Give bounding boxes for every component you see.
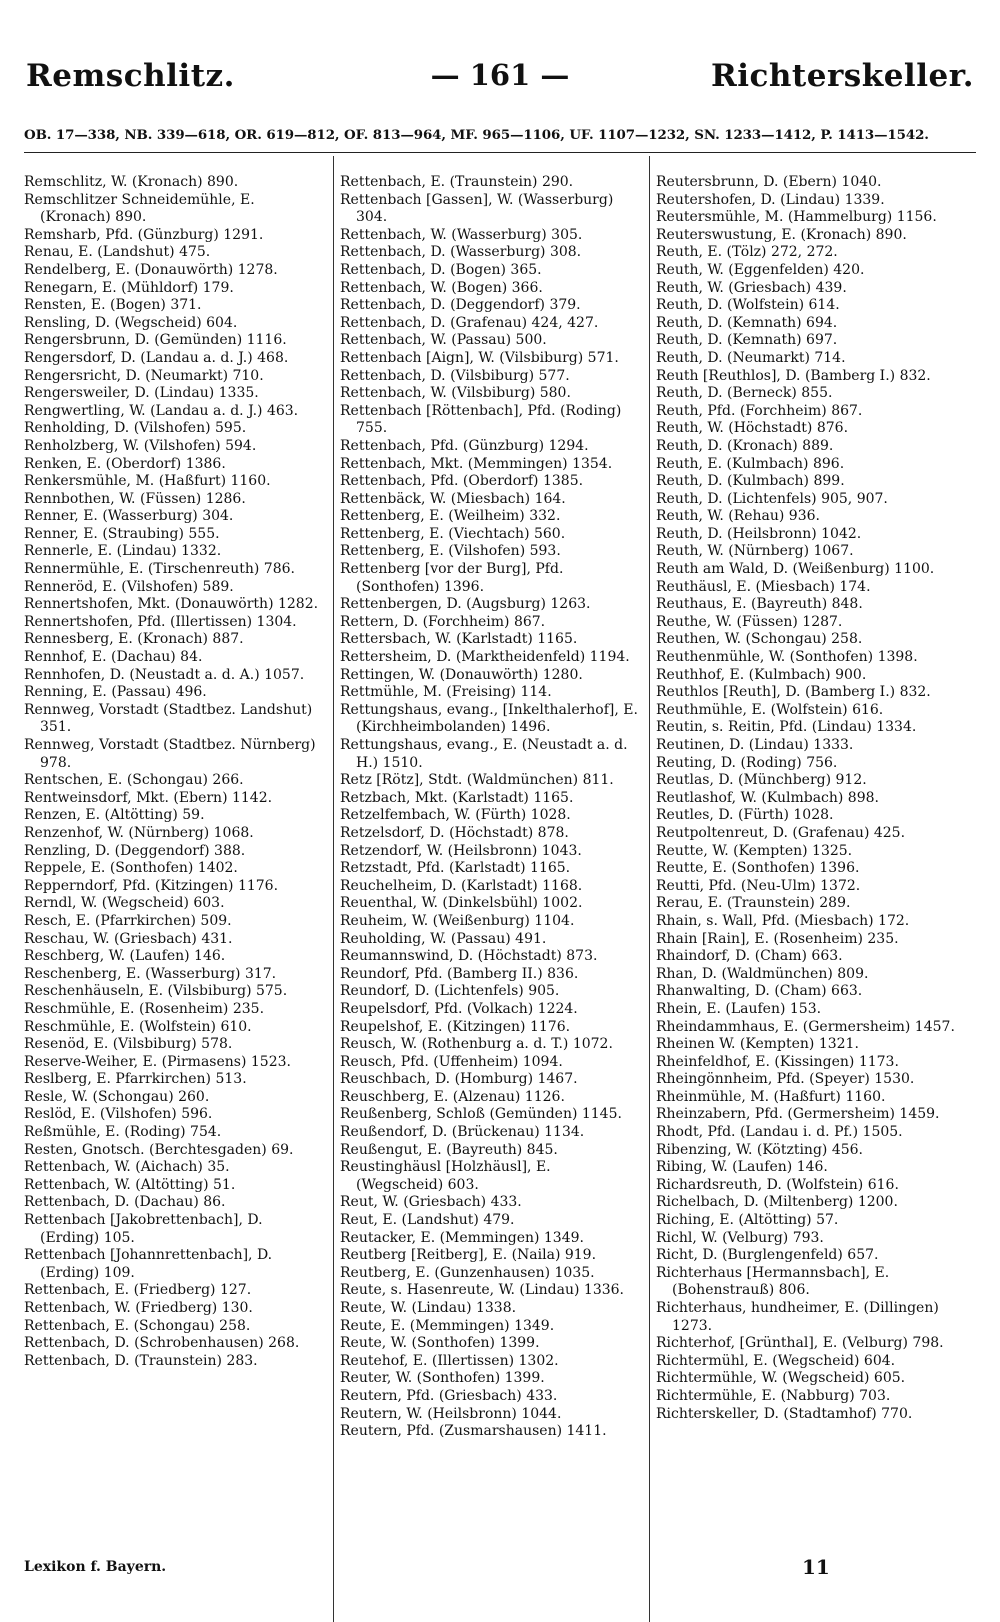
gazetteer-entry: Rettenberg, E. (Viechtach) 560. xyxy=(340,525,566,542)
gazetteer-entry: Reute, s. Hasenreute, W. (Lindau) 1336. xyxy=(340,1282,624,1299)
gazetteer-entry: Rennweg, Vorstadt (Stadtbez. Landshut) 351. xyxy=(24,701,313,736)
gazetteer-entry: Richtermühle, E. (Nabburg) 703. xyxy=(656,1387,891,1404)
gazetteer-entry: Rettenbach, D. (Grafenau) 424, 427. xyxy=(340,314,599,331)
gazetteer-entry: Rettenbach, D. (Dachau) 86. xyxy=(24,1194,226,1211)
gazetteer-entry: Rengersweiler, D. (Lindau) 1335. xyxy=(24,385,259,402)
entry-column-3 xyxy=(656,174,976,1423)
gazetteer-entry: Reuth, E. (Tölz) 272, 272. xyxy=(656,244,838,261)
header-right-keyword: Richterskeller. xyxy=(710,58,974,94)
gazetteer-entry: Rettenbach, W. (Wasserburg) 305. xyxy=(340,226,583,243)
gazetteer-entry: Rettenbach, E. (Schongau) 258. xyxy=(24,1317,251,1334)
gazetteer-entry: Reuth, D. (Kemnath) 697. xyxy=(656,332,838,349)
gazetteer-entry: Remsharb, Pfd. (Günzburg) 1291. xyxy=(24,226,264,243)
gazetteer-entry: Rettersheim, D. (Marktheidenfeld) 1194. xyxy=(340,649,630,666)
gazetteer-entry: Renken, E. (Oberdorf) 1386. xyxy=(24,455,226,472)
gazetteer-entry: Reuth, W. (Nürnberg) 1067. xyxy=(656,543,854,560)
entry-column-1 xyxy=(24,174,324,1370)
gazetteer-entry: Reuth, D. (Neumarkt) 714. xyxy=(656,349,846,366)
gazetteer-entry: Rettenbach, D. (Bogen) 365. xyxy=(340,261,542,278)
gazetteer-entry: Reuth, E. (Kulmbach) 896. xyxy=(656,455,845,472)
gazetteer-entry: Rhain [Rain], E. (Rosenheim) 235. xyxy=(656,930,899,947)
gazetteer-entry: Reuth, D. (Kemnath) 694. xyxy=(656,314,838,331)
gazetteer-entry: Rhanwalting, D. (Cham) 663. xyxy=(656,983,863,1000)
gazetteer-entry: Richterskeller, D. (Stadtamhof) 770. xyxy=(656,1405,913,1422)
gazetteer-entry: Riching, E. (Altötting) 57. xyxy=(656,1212,839,1229)
gazetteer-entry: Rettenbach, D. (Traunstein) 283. xyxy=(24,1352,258,1369)
gazetteer-entry: Renholzberg, W. (Vilshofen) 594. xyxy=(24,437,257,454)
gazetteer-entry: Repperndorf, Pfd. (Kitzingen) 1176. xyxy=(24,877,279,894)
gazetteer-entry: Reutern, Pfd. (Zusmarshausen) 1411. xyxy=(340,1423,607,1440)
gazetteer-entry: Reuterswustung, E. (Kronach) 890. xyxy=(656,226,907,243)
gazetteer-entry: Reuthäusl, E. (Miesbach) 174. xyxy=(656,578,871,595)
gazetteer-entry: Reutti, Pfd. (Neu-Ulm) 1372. xyxy=(656,877,861,894)
gazetteer-entry: Reutpoltenreut, D. (Grafenau) 425. xyxy=(656,824,906,841)
gazetteer-entry: Rettenbach, Pfd. (Oberdorf) 1385. xyxy=(340,473,584,490)
gazetteer-entry: Reschenhäuseln, E. (Vilsbiburg) 575. xyxy=(24,983,288,1000)
entry-column-2 xyxy=(340,174,642,1441)
gazetteer-entry: Reutersmühle, M. (Hammelburg) 1156. xyxy=(656,209,937,226)
gazetteer-entry: Reutte, E. (Sonthofen) 1396. xyxy=(656,860,860,877)
gazetteer-entry: Rhain, s. Wall, Pfd. (Miesbach) 172. xyxy=(656,912,910,929)
gazetteer-entry: Renzling, D. (Deggendorf) 388. xyxy=(24,842,246,859)
gazetteer-entry: Rettenbach, W. (Passau) 500. xyxy=(340,332,547,349)
gazetteer-entry: Rettenbach, W. (Vilsbiburg) 580. xyxy=(340,385,571,402)
gazetteer-entry: Reuth, W. (Eggenfelden) 420. xyxy=(656,261,865,278)
gazetteer-entry: Rhein, E. (Laufen) 153. xyxy=(656,1000,822,1017)
gazetteer-entry: Reutersbrunn, D. (Ebern) 1040. xyxy=(656,174,882,190)
gazetteer-entry: Reutehof, E. (Illertissen) 1302. xyxy=(340,1352,559,1369)
gazetteer-entry: Reutin, s. Reitin, Pfd. (Lindau) 1334. xyxy=(656,719,917,736)
gazetteer-entry: Richl, W. (Velburg) 793. xyxy=(656,1229,824,1246)
gazetteer-entry: Resten, Gnotsch. (Berchtesgaden) 69. xyxy=(24,1141,294,1158)
gazetteer-entry: Reutern, W. (Heilsbronn) 1044. xyxy=(340,1405,562,1422)
gazetteer-entry: Reute, W. (Lindau) 1338. xyxy=(340,1300,517,1316)
gazetteer-entry: Rettenbach, Pfd. (Günzburg) 1294. xyxy=(340,437,589,454)
header-left-keyword: Remschlitz. xyxy=(26,58,235,94)
gazetteer-entry: Reutlashof, W. (Kulmbach) 898. xyxy=(656,789,879,806)
gazetteer-entry: Rettungshaus, evang., [Inkelthalerhof], E. (Kirchheimbolanden) 1496. xyxy=(340,701,638,736)
gazetteer-entry: Ribenzing, W. (Kötzting) 456. xyxy=(656,1141,863,1158)
gazetteer-entry: Rettenberg [vor der Burg], Pfd. (Sonthofen) 1396. xyxy=(340,561,564,595)
district-abbreviations: OB. 17—338, NB. 339—618, OR. 619—812, OF. 813—964, MF. 965—1106, UF. 1107—1232, SN. 1233—1412, P. 1413—1542. xyxy=(24,127,929,143)
gazetteer-entry: Reschau, W. (Griesbach) 431. xyxy=(24,930,233,947)
gazetteer-entry: Rettenbach, D. (Schrobenhausen) 268. xyxy=(24,1335,300,1352)
gazetteer-entry: Reuth, D. (Kulmbach) 899. xyxy=(656,473,845,490)
gazetteer-entry: Retzbach, Mkt. (Karlstadt) 1165. xyxy=(340,789,574,806)
gazetteer-entry: Renner, E. (Straubing) 555. xyxy=(24,525,220,542)
gazetteer-entry: Rengersdorf, D. (Landau a. d. J.) 468. xyxy=(24,349,289,366)
gazetteer-entry: Reute, E. (Memmingen) 1349. xyxy=(340,1317,555,1334)
gazetteer-entry: Reutern, Pfd. (Griesbach) 433. xyxy=(340,1387,558,1404)
gazetteer-entry: Reuheim, W. (Weißenburg) 1104. xyxy=(340,912,575,929)
gazetteer-entry: Reut, E. (Landshut) 479. xyxy=(340,1212,515,1229)
gazetteer-entry: Rettenberg, E. (Vilshofen) 593. xyxy=(340,543,561,560)
gazetteer-entry: Reslöd, E. (Vilshofen) 596. xyxy=(24,1106,213,1123)
gazetteer-entry: Rennermühle, E. (Tirschenreuth) 786. xyxy=(24,561,295,578)
gazetteer-entry: Rheinzabern, Pfd. (Germersheim) 1459. xyxy=(656,1106,940,1123)
gazetteer-entry: Reutles, D. (Fürth) 1028. xyxy=(656,807,834,824)
gazetteer-entry: Rettenberg, E. (Weilheim) 332. xyxy=(340,508,561,525)
gazetteer-entry: Rheingönnheim, Pfd. (Speyer) 1530. xyxy=(656,1071,915,1088)
gazetteer-entry: Retzstadt, Pfd. (Karlstadt) 1165. xyxy=(340,860,571,877)
gazetteer-entry: Resch, E. (Pfarrkirchen) 509. xyxy=(24,912,232,929)
gazetteer-entry: Rettenbach [Röttenbach], Pfd. (Roding) 755. xyxy=(340,402,622,437)
gazetteer-entry: Reuthhof, E. (Kulmbach) 900. xyxy=(656,666,867,683)
gazetteer-entry: Rennerle, E. (Lindau) 1332. xyxy=(24,543,222,560)
gazetteer-entry: Rennbothen, W. (Füssen) 1286. xyxy=(24,490,246,507)
gazetteer-entry: Reutacker, E. (Memmingen) 1349. xyxy=(340,1229,584,1246)
gazetteer-entry: Renau, E. (Landshut) 475. xyxy=(24,244,211,261)
gazetteer-entry: Rettenbach, D. (Wasserburg) 308. xyxy=(340,244,582,261)
column-divider-2 xyxy=(649,156,650,1622)
gazetteer-entry: Reutinen, D. (Lindau) 1333. xyxy=(656,737,854,753)
gazetteer-entry: Retz [Rötz], Stdt. (Waldmünchen) 811. xyxy=(340,772,614,789)
gazetteer-entry: Reuth, W. (Griesbach) 439. xyxy=(656,279,847,296)
gazetteer-entry: Retzendorf, W. (Heilsbronn) 1043. xyxy=(340,842,582,859)
gazetteer-entry: Rettingen, W. (Donauwörth) 1280. xyxy=(340,666,583,683)
gazetteer-entry: Richt, D. (Burglengenfeld) 657. xyxy=(656,1247,879,1264)
gazetteer-entry: Rettenbach [Gassen], W. (Wasserburg) 304. xyxy=(340,191,614,226)
header-rule xyxy=(24,152,976,153)
page-number-header: — 161 — xyxy=(430,58,570,92)
gazetteer-entry: Reusch, W. (Rothenburg a. d. T.) 1072. xyxy=(340,1036,613,1053)
gazetteer-entry: Rerau, E. (Traunstein) 289. xyxy=(656,895,851,912)
gazetteer-entry: Reußengut, E. (Bayreuth) 845. xyxy=(340,1141,558,1158)
gazetteer-entry: Rentweinsdorf, Mkt. (Ebern) 1142. xyxy=(24,789,273,806)
gazetteer-entry: Rendelberg, E. (Donauwörth) 1278. xyxy=(24,261,278,278)
gazetteer-entry: Renegarn, E. (Mühldorf) 179. xyxy=(24,279,234,296)
gazetteer-entry: Resle, W. (Schongau) 260. xyxy=(24,1088,210,1105)
gazetteer-entry: Rhan, D. (Waldmünchen) 809. xyxy=(656,965,869,982)
gazetteer-entry: Renholding, D. (Vilshofen) 595. xyxy=(24,420,247,437)
gazetteer-entry: Rettenbach, W. (Bogen) 366. xyxy=(340,279,543,296)
gazetteer-entry: Reschmühle, E. (Rosenheim) 235. xyxy=(24,1000,265,1017)
column-divider-1 xyxy=(333,156,334,1622)
gazetteer-entry: Rettenbach, W. (Altötting) 51. xyxy=(24,1176,236,1193)
gazetteer-entry: Reuenthal, W. (Dinkelsbühl) 1002. xyxy=(340,895,583,912)
gazetteer-entry: Reuschbach, D. (Homburg) 1467. xyxy=(340,1071,578,1088)
gazetteer-entry: Reuth, Pfd. (Forchheim) 867. xyxy=(656,402,863,419)
gazetteer-entry: Reustinghäusl [Holzhäusl], E. (Wegscheid) 603. xyxy=(340,1159,551,1193)
gazetteer-entry: Renning, E. (Passau) 496. xyxy=(24,684,207,701)
gazetteer-entry: Rengersbrunn, D. (Gemünden) 1116. xyxy=(24,332,287,349)
gazetteer-entry: Reutberg [Reitberg], E. (Naila) 919. xyxy=(340,1247,597,1264)
gazetteer-entry: Ribing, W. (Laufen) 146. xyxy=(656,1159,828,1176)
gazetteer-entry: Rettenbach [Johannrettenbach], D. (Erding) 109. xyxy=(24,1247,273,1281)
gazetteer-entry: Reuthaus, E. (Bayreuth) 848. xyxy=(656,596,863,613)
gazetteer-entry: Retzelsdorf, D. (Höchstadt) 878. xyxy=(340,824,569,841)
gazetteer-entry: Reuthenmühle, W. (Sonthofen) 1398. xyxy=(656,649,918,666)
gazetteer-entry: Reuchelheim, D. (Karlstadt) 1168. xyxy=(340,877,583,894)
gazetteer-entry: Reuth, D. (Lichtenfels) 905, 907. xyxy=(656,490,888,507)
gazetteer-entry: Richterhaus [Hermannsbach], E. (Bohenstrauß) 806. xyxy=(656,1264,890,1299)
gazetteer-entry: Richterhaus, hundheimer, E. (Dillingen) 1273. xyxy=(656,1300,939,1334)
gazetteer-entry: Rengersricht, D. (Neumarkt) 710. xyxy=(24,367,264,384)
gazetteer-entry: Richelbach, D. (Miltenberg) 1200. xyxy=(656,1194,898,1211)
gazetteer-entry: Rettenbach [Aign], W. (Vilsbiburg) 571. xyxy=(340,349,619,366)
gazetteer-entry: Reuth, D. (Heilsbronn) 1042. xyxy=(656,525,862,542)
gazetteer-entry: Rettenbach, E. (Traunstein) 290. xyxy=(340,174,574,190)
gazetteer-entry: Renner, E. (Wasserburg) 304. xyxy=(24,508,234,525)
gazetteer-entry: Renzenhof, W. (Nürnberg) 1068. xyxy=(24,824,254,841)
gazetteer-entry: Richardsreuth, D. (Wolfstein) 616. xyxy=(656,1176,899,1193)
gazetteer-entry: Reuthmühle, E. (Wolfstein) 616. xyxy=(656,701,884,718)
gazetteer-entry: Reuter, W. (Sonthofen) 1399. xyxy=(340,1370,545,1387)
gazetteer-entry: Resenöd, E. (Vilsbiburg) 578. xyxy=(24,1036,233,1053)
gazetteer-entry: Rettenbergen, D. (Augsburg) 1263. xyxy=(340,596,591,613)
gazetteer-entry: Rheinfeldhof, E. (Kissingen) 1173. xyxy=(656,1053,899,1070)
gazetteer-entry: Reumannswind, D. (Höchstadt) 873. xyxy=(340,948,598,965)
gazetteer-entry: Rettenbach, W. (Aichach) 35. xyxy=(24,1159,230,1176)
gazetteer-entry: Rennhof, E. (Dachau) 84. xyxy=(24,649,203,666)
gazetteer-entry: Rettungshaus, evang., E. (Neustadt a. d. H.) 1510. xyxy=(340,737,628,771)
gazetteer-entry: Rensten, E. (Bogen) 371. xyxy=(24,297,202,314)
gazetteer-entry: Reutberg, E. (Gunzenhausen) 1035. xyxy=(340,1264,595,1281)
gazetteer-entry: Rennweg, Vorstadt (Stadtbez. Nürnberg) 978. xyxy=(24,737,316,771)
footer-signature: Lexikon f. Bayern. xyxy=(24,1559,167,1575)
gazetteer-entry: Reuthe, W. (Füssen) 1287. xyxy=(656,613,843,630)
gazetteer-entry: Rennhofen, D. (Neustadt a. d. A.) 1057. xyxy=(24,666,305,683)
gazetteer-entry: Reundorf, D. (Lichtenfels) 905. xyxy=(340,983,560,1000)
gazetteer-entry: Rettmühle, M. (Freising) 114. xyxy=(340,684,552,701)
gazetteer-entry: Rerndl, W. (Wegscheid) 603. xyxy=(24,895,225,912)
gazetteer-entry: Rheindammhaus, E. (Germersheim) 1457. xyxy=(656,1018,955,1035)
gazetteer-entry: Reuschberg, E. (Alzenau) 1126. xyxy=(340,1088,565,1105)
gazetteer-entry: Rettenbach, W. (Friedberg) 130. xyxy=(24,1300,253,1316)
gazetteer-entry: Rettenbach, E. (Friedberg) 127. xyxy=(24,1282,252,1299)
gazetteer-entry: Reuholding, W. (Passau) 491. xyxy=(340,930,547,947)
gazetteer-entry: Rettersbach, W. (Karlstadt) 1165. xyxy=(340,631,578,648)
gazetteer-entry: Renkersmühle, M. (Haßfurt) 1160. xyxy=(24,473,271,490)
gazetteer-entry: Rettenbach, D. (Vilsbiburg) 577. xyxy=(340,367,570,384)
gazetteer-entry: Reutlas, D. (Münchberg) 912. xyxy=(656,772,867,789)
gazetteer-entry: Reupelsdorf, Pfd. (Volkach) 1224. xyxy=(340,1000,578,1017)
gazetteer-entry: Reuth, D. (Kronach) 889. xyxy=(656,437,834,454)
gazetteer-entry: Rettenbäck, W. (Miesbach) 164. xyxy=(340,490,566,507)
gazetteer-entry: Reupelshof, E. (Kitzingen) 1176. xyxy=(340,1018,571,1035)
gazetteer-entry: Rettenbach, D. (Deggendorf) 379. xyxy=(340,297,581,314)
gazetteer-entry: Reuth am Wald, D. (Weißenburg) 1100. xyxy=(656,561,935,578)
gazetteer-entry: Reschberg, W. (Laufen) 146. xyxy=(24,948,226,965)
gazetteer-entry: Reutershofen, D. (Lindau) 1339. xyxy=(656,191,885,208)
gazetteer-entry: Reut, W. (Griesbach) 433. xyxy=(340,1194,522,1211)
gazetteer-entry: Reuth, W. (Rehau) 936. xyxy=(656,508,820,525)
gazetteer-entry: Rennertshofen, Mkt. (Donauwörth) 1282. xyxy=(24,596,319,613)
gazetteer-entry: Reuth, D. (Wolfstein) 614. xyxy=(656,297,840,314)
gazetteer-entry: Rennertshofen, Pfd. (Illertissen) 1304. xyxy=(24,613,297,630)
gazetteer-entry: Rettenbach, Mkt. (Memmingen) 1354. xyxy=(340,455,613,472)
gazetteer-entry: Reppele, E. (Sonthofen) 1402. xyxy=(24,860,238,877)
gazetteer-entry: Reutte, W. (Kempten) 1325. xyxy=(656,842,853,859)
gazetteer-entry: Rheinmühle, M. (Haßfurt) 1160. xyxy=(656,1088,886,1105)
gazetteer-entry: Reuthen, W. (Schongau) 258. xyxy=(656,631,863,648)
gazetteer-entry: Richterhof, [Grünthal], E. (Velburg) 798. xyxy=(656,1335,944,1352)
gazetteer-entry: Reußendorf, D. (Brückenau) 1134. xyxy=(340,1124,585,1141)
gazetteer-entry: Reusch, Pfd. (Uffenheim) 1094. xyxy=(340,1053,563,1070)
gazetteer-entry: Reuting, D. (Roding) 756. xyxy=(656,754,838,771)
gazetteer-entry: Rhodt, Pfd. (Landau i. d. Pf.) 1505. xyxy=(656,1124,903,1141)
gazetteer-entry: Retzelfembach, W. (Fürth) 1028. xyxy=(340,807,571,824)
running-header xyxy=(26,58,974,108)
gazetteer-entry: Rentschen, E. (Schongau) 266. xyxy=(24,772,244,789)
gazetteer-entry: Reundorf, Pfd. (Bamberg II.) 836. xyxy=(340,965,579,982)
gazetteer-entry: Reute, W. (Sonthofen) 1399. xyxy=(340,1335,540,1352)
gazetteer-entry: Remschlitz, W. (Kronach) 890. xyxy=(24,174,239,190)
gazetteer-entry: Renzen, E. (Altötting) 59. xyxy=(24,807,205,824)
gazetteer-entry: Reußenberg, Schloß (Gemünden) 1145. xyxy=(340,1106,622,1123)
gazetteer-entry: Reuth [Reuthlos], D. (Bamberg I.) 832. xyxy=(656,367,931,384)
gazetteer-entry: Reslberg, E. Pfarrkirchen) 513. xyxy=(24,1071,247,1088)
gazetteer-entry: Rhaindorf, D. (Cham) 663. xyxy=(656,948,843,965)
gazetteer-entry: Remschlitzer Schneidemühle, E. (Kronach) 890. xyxy=(24,191,255,226)
gazetteer-entry: Renneröd, E. (Vilshofen) 589. xyxy=(24,578,234,595)
gazetteer-entry: Rheinen W. (Kempten) 1321. xyxy=(656,1036,859,1053)
sheet-number: 11 xyxy=(802,1555,830,1579)
gazetteer-entry: Reschenberg, E. (Wasserburg) 317. xyxy=(24,965,277,982)
gazetteer-entry: Rensling, D. (Wegscheid) 604. xyxy=(24,314,238,331)
gazetteer-entry: Richtermühle, W. (Wegscheid) 605. xyxy=(656,1370,906,1387)
gazetteer-entry: Rettern, D. (Forchheim) 867. xyxy=(340,613,546,630)
gazetteer-entry: Reßmühle, E. (Roding) 754. xyxy=(24,1124,222,1141)
gazetteer-entry: Reschmühle, E. (Wolfstein) 610. xyxy=(24,1018,252,1035)
gazetteer-entry: Reuthlos [Reuth], D. (Bamberg I.) 832. xyxy=(656,684,931,701)
gazetteer-entry: Reuth, W. (Höchstadt) 876. xyxy=(656,420,849,437)
gazetteer-entry: Rettenbach [Jakobrettenbach], D. (Erding) 105. xyxy=(24,1212,263,1246)
gazetteer-entry: Rennesberg, E. (Kronach) 887. xyxy=(24,631,244,648)
gazetteer-entry: Richtermühl, E. (Wegscheid) 604. xyxy=(656,1352,896,1369)
gazetteer-entry: Reserve-Weiher, E. (Pirmasens) 1523. xyxy=(24,1053,291,1070)
gazetteer-entry: Rengwertling, W. (Landau a. d. J.) 463. xyxy=(24,402,299,419)
gazetteer-entry: Reuth, D. (Berneck) 855. xyxy=(656,385,833,402)
